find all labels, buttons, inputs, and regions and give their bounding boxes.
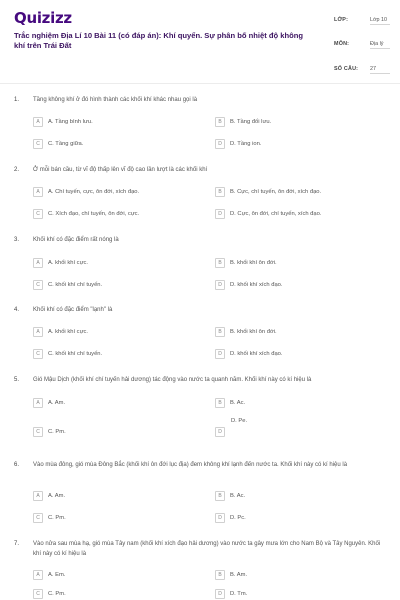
option-text: B. Am. xyxy=(230,572,248,578)
option-text: A. Tầng bình lưu. xyxy=(48,119,93,125)
option-text: B. khối khí ôn đới. xyxy=(230,329,277,335)
option-c[interactable] xyxy=(33,426,66,438)
option-letter-a: A xyxy=(33,327,43,337)
option-letter-d: D xyxy=(215,139,225,149)
option-letter-d: D xyxy=(215,280,225,290)
option-d[interactable] xyxy=(215,512,246,524)
option-letter-a: A xyxy=(33,491,43,501)
question-text: Gió Mậu Dịch (khối khí chí tuyến hải dương) tác động vào nước ta quanh năm. Khối khí này có kí hiệu là xyxy=(33,377,312,383)
option-text: D. Tầng ion. xyxy=(230,141,262,147)
question-text: Vào nửa sau mùa hạ, gió mùa Tây nam (khối khí xích đạo hải dương) vào nước ta gây mưa lớn cho Nam Bộ và Tây Nguyên. Khối khí này có kí hiệu là xyxy=(33,541,381,557)
option-text: A. Am. xyxy=(48,400,66,406)
question-text: Khối khí có đặc điểm "lạnh" là xyxy=(33,307,113,313)
option-d[interactable] xyxy=(215,138,261,150)
option-c[interactable] xyxy=(33,138,83,150)
option-text: C. Pm. xyxy=(48,591,66,597)
meta-grade-value: Lớp 10 xyxy=(370,16,390,25)
question-text: Vào mùa đông, gió mùa Đông Bắc (khối khí ôn đới lục địa) đem không khí lạnh đến nước ta. Khối khí này có kí hiệu là xyxy=(33,462,348,468)
header-divider xyxy=(0,83,400,84)
option-letter-a: A xyxy=(33,187,43,197)
option-text: C. Xích đạo, chí tuyến, ôn đới, cực. xyxy=(48,211,140,217)
option-text: A. khối khí cực. xyxy=(48,329,88,335)
option-text: B. khối khí ôn đới. xyxy=(230,260,277,266)
option-letter-a: A xyxy=(33,117,43,127)
option-b[interactable] xyxy=(215,490,245,502)
option-text: A. khối khí cực. xyxy=(48,260,88,266)
option-text: C. khối khí chí tuyến. xyxy=(48,351,103,357)
option-letter-c: C xyxy=(33,209,43,219)
option-a[interactable] xyxy=(33,326,88,338)
option-letter-b: B xyxy=(215,327,225,337)
option-c[interactable] xyxy=(33,348,102,360)
option-b[interactable] xyxy=(215,397,245,409)
option-text: B. Tầng đối lưu. xyxy=(230,119,272,125)
option-letter-b: B xyxy=(215,570,225,580)
question-number: 4. xyxy=(14,307,20,313)
option-c[interactable] xyxy=(33,588,66,600)
option-c[interactable] xyxy=(33,279,102,291)
question-number: 2. xyxy=(14,167,20,173)
option-text: D. Cực, ôn đới, chí tuyến, xích đạo. xyxy=(230,211,322,217)
option-a[interactable] xyxy=(33,490,65,502)
question-text: Khối khí có đặc điểm rất nóng là xyxy=(33,237,119,243)
option-letter-c: C xyxy=(33,280,43,290)
option-letter-b: B xyxy=(215,117,225,127)
option-b[interactable] xyxy=(215,186,321,198)
option-c[interactable] xyxy=(33,512,66,524)
question-number: 6. xyxy=(14,462,20,468)
option-a[interactable] xyxy=(33,186,139,198)
option-b[interactable] xyxy=(215,116,271,128)
quizizz-logo: Quizizz xyxy=(14,9,72,27)
option-d[interactable] xyxy=(215,348,283,360)
option-b[interactable] xyxy=(215,326,277,338)
meta-subject-label: MÔN: xyxy=(334,41,350,47)
option-letter-b: B xyxy=(215,258,225,268)
option-text: D. khối khí xích đạo. xyxy=(230,282,283,288)
option-text: C. khối khí chí tuyến. xyxy=(48,282,103,288)
option-letter-d: D xyxy=(215,589,225,599)
option-letter-a: A xyxy=(33,398,43,408)
option-a[interactable] xyxy=(33,569,65,581)
meta-count-value: 27 xyxy=(370,65,390,74)
option-d[interactable] xyxy=(215,279,283,291)
question-number: 5. xyxy=(14,377,20,383)
option-text: C. Tầng giữa. xyxy=(48,141,84,147)
option-text: D. Pe. xyxy=(231,418,248,424)
option-letter-d: D xyxy=(215,209,225,219)
option-b[interactable] xyxy=(215,257,277,269)
question-number: 1. xyxy=(14,97,20,103)
option-text: C. Pm. xyxy=(48,429,66,435)
option-letter-c: C xyxy=(33,589,43,599)
option-letter-b: B xyxy=(215,491,225,501)
worksheet-header xyxy=(0,0,400,80)
meta-subject-value: Địa lý xyxy=(370,40,390,49)
option-letter-a: A xyxy=(33,570,43,580)
option-text: C. Pm. xyxy=(48,515,66,521)
worksheet-title: Trắc nghiệm Địa Lí 10 Bài 11 (có đáp án): Khí quyển. Sự phân bố nhiệt độ không khí trên Trái Đất xyxy=(14,31,304,50)
option-text: B. Cực, chí tuyến, ôn đới, xích đạo. xyxy=(230,189,322,195)
option-text: D. Pc. xyxy=(230,515,246,521)
option-letter-a: A xyxy=(33,258,43,268)
option-letter-b: B xyxy=(215,398,225,408)
option-b[interactable] xyxy=(215,569,247,581)
option-a[interactable] xyxy=(33,397,65,409)
option-letter-b: B xyxy=(215,187,225,197)
option-letter-d: D xyxy=(215,349,225,359)
option-text: B. Ac. xyxy=(230,493,246,499)
option-d[interactable] xyxy=(215,426,225,438)
option-d[interactable] xyxy=(215,208,321,220)
option-letter-c: C xyxy=(33,139,43,149)
option-text: A. Em. xyxy=(48,572,66,578)
option-a[interactable] xyxy=(33,257,88,269)
option-letter-c: C xyxy=(33,513,43,523)
option-text: D. khối khí xích đạo. xyxy=(230,351,283,357)
option-c[interactable] xyxy=(33,208,139,220)
option-letter-c: C xyxy=(33,349,43,359)
option-letter-c: C xyxy=(33,427,43,437)
option-text: B. Ac. xyxy=(230,400,246,406)
meta-grade-label: LỚP: xyxy=(334,17,349,23)
question-text: Tầng không khí ở đó hình thành các khối khí khác nhau gọi là xyxy=(33,97,198,103)
meta-count-label: SỐ CÂU: xyxy=(334,66,359,72)
option-d[interactable] xyxy=(215,588,247,600)
option-text: A. Chí tuyến, cực, ôn đới, xích đạo. xyxy=(48,189,140,195)
question-text: Ở mỗi bán cầu, từ vĩ độ thấp lên vĩ độ cao lần lượt là các khối khí xyxy=(33,167,208,173)
question-number: 7. xyxy=(14,541,20,547)
option-text: A. Am. xyxy=(48,493,66,499)
option-letter-d: D xyxy=(215,427,225,437)
option-a[interactable] xyxy=(33,116,93,128)
question-number: 3. xyxy=(14,237,20,243)
option-text: D. Tm. xyxy=(230,591,248,597)
option-letter-d: D xyxy=(215,513,225,523)
